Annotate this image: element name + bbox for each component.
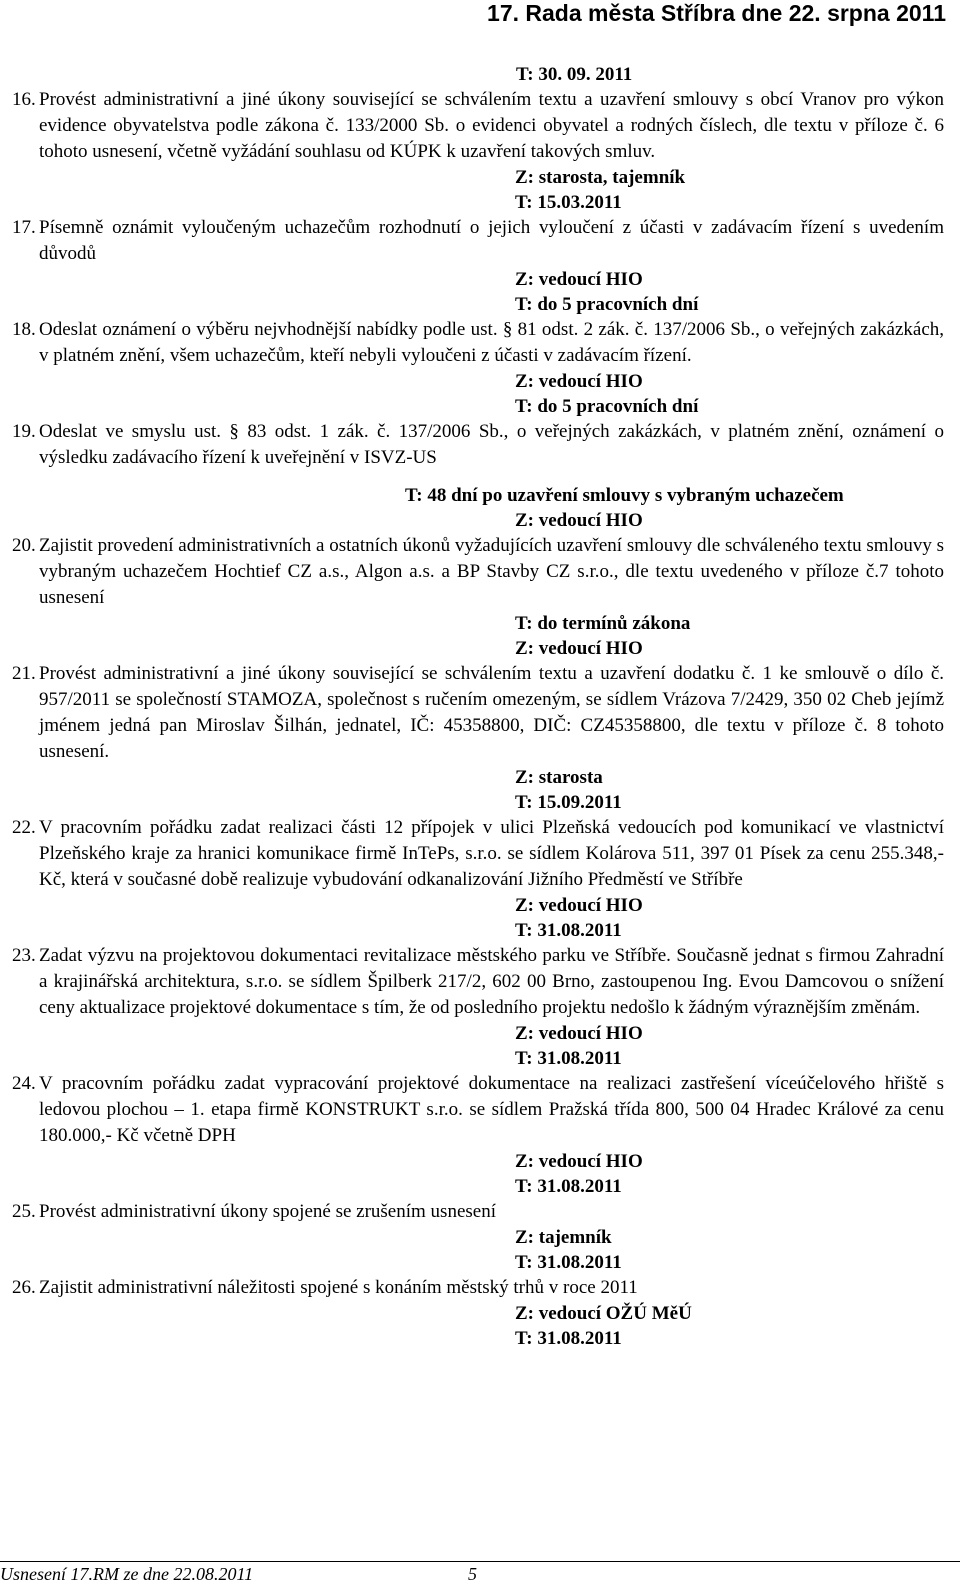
spacer (12, 471, 944, 483)
item-text: Provést administrativní a jiné úkony související se schválením textu a uzavření smlouvy s obcí Vranov pro výkon evidence obyvatelstva podle zákona č. 133/2000 Sb. o evidenci obyvatel a rodných číslech, dle textu v příloze č. 6 tohoto usnesení, včetně vyžádání souhlasu od KÚPK k uzavření takových smluv. (39, 89, 944, 162)
item-deadline: T: do 5 pracovních dní (515, 396, 699, 417)
item-responsible: Z: starosta (515, 767, 603, 788)
item-deadline: T: 15.03.2011 (515, 192, 622, 213)
item-responsible: Z: vedoucí HIO (515, 1151, 643, 1172)
item-responsible: Z: tajemník (515, 1227, 612, 1248)
item-deadline: T: 15.09.2011 (515, 792, 622, 813)
item-deadline: T: do 5 pracovních dní (515, 294, 699, 315)
item-text: Zadat výzvu na projektovou dokumentaci revitalizace městského parku ve Stříbře. Současně jednat s firmou Zahradní a krajinářská architektura, s.r.o. se sídlem Špilberk 217/2, 602 00 Brno, zastoupenou Ing. Evou Damcovou o snížení ceny aktualizace projektové dokumentace s tím, že od posledního projektu nedošlo k žádným výraznějším změnám. (39, 945, 944, 1018)
item-number: 16. (12, 89, 36, 110)
list-item (12, 1199, 944, 1225)
item-number: 26. (12, 1277, 36, 1298)
item-number: 20. (12, 535, 36, 556)
first-term: T: 30. 09. 2011 (516, 64, 633, 85)
item-deadline: T: 31.08.2011 (515, 1048, 622, 1069)
resolution-list (12, 62, 944, 1351)
list-item (12, 815, 944, 893)
item-number: 21. (12, 663, 36, 684)
footer-page-number: 5 (468, 1564, 477, 1584)
page-footer (0, 1561, 960, 1592)
item-responsible: Z: vedoucí HIO (515, 371, 643, 392)
item-responsible: Z: vedoucí HIO (515, 895, 643, 916)
item-text: Provést administrativní a jiné úkony související se schválením textu a uzavření dodatku č. 1 ke smlouvě o dílo č. 957/2011 se společností STAMOZA, společnost s ručením omezeným, se sídlem Vrázova 7/2429, 350 02 Cheb jejímž jménem jedná pan Miroslav Šilhán, jednatel, IČ: 45358800, DIČ: CZ45358800, dle textu v příloze č. 8 tohoto usnesení. (39, 663, 944, 762)
page-header-title: 17. Rada města Stříbra dne 22. srpna 2011 (487, 0, 946, 26)
item-deadline: T: 31.08.2011 (515, 1176, 622, 1197)
item-deadline: T: 31.08.2011 (515, 1328, 622, 1349)
footer-document-name: Usnesení 17.RM ze dne 22.08.2011 (0, 1564, 254, 1584)
item-number: 23. (12, 945, 36, 966)
item-text: Zajistit administrativní náležitosti spojené s konáním městský trhů v roce 2011 (39, 1277, 638, 1298)
item-responsible: Z: vedoucí OŽÚ MěÚ (515, 1303, 692, 1324)
item-number: 19. (12, 421, 36, 442)
item-responsible: Z: vedoucí HIO (515, 269, 643, 290)
list-item (12, 1275, 944, 1301)
item-number: 18. (12, 319, 36, 340)
item-text: V pracovním pořádku zadat realizaci části 12 přípojek v ulici Plzeňská vedoucích pod komunikací ve vlastnictví Plzeňského kraje za hranici komunikace firmě InTePs, s.r.o. se sídlem Kolárova 511, 397 01 Písek za cenu 255.348,- Kč, která v současné době realizuje vybudování odkanalizování Jižního Předměstí ve Stříbře (39, 817, 944, 890)
item-responsible: Z: starosta, tajemník (515, 167, 686, 188)
item-number: 25. (12, 1201, 36, 1222)
list-item (12, 419, 944, 471)
list-item (12, 533, 944, 611)
item-text: Odeslat oznámení o výběru nejvhodnější nabídky podle ust. § 81 odst. 2 zák. č. 137/2006 Sb., o veřejných zakázkách, v platném znění, všem uchazečům, kteří nebyli vyloučeni z účasti v zadávacím řízení. (39, 319, 944, 366)
item-text: Provést administrativní úkony spojené se zrušením usnesení (39, 1201, 496, 1222)
item-deadline: T: 31.08.2011 (515, 920, 622, 941)
item-responsible: Z: vedoucí HIO (515, 638, 643, 659)
item-responsible: Z: vedoucí HIO (515, 1023, 643, 1044)
item-responsible: Z: vedoucí HIO (515, 510, 643, 531)
item-number: 22. (12, 817, 36, 838)
list-item (12, 87, 944, 165)
list-item (12, 661, 944, 765)
item-deadline: T: 31.08.2011 (515, 1252, 622, 1273)
list-item (12, 943, 944, 1021)
item-text: Odeslat ve smyslu ust. § 83 odst. 1 zák. č. 137/2006 Sb., o veřejných zakázkách, v platném znění, oznámení o výsledku zadávacího řízení k uveřejnění v ISVZ-US (39, 421, 944, 468)
list-item (12, 215, 944, 267)
item-text: V pracovním pořádku zadat vypracování projektové dokumentace na realizaci zastřešení víceúčelového hřiště s ledovou plochou – 1. etapa firmě KONSTRUKT s.r.o. se sídlem Pražská třída 800, 500 04 Hradec Králové za cenu 180.000,- Kč včetně DPH (39, 1073, 944, 1146)
item-number: 17. (12, 217, 36, 238)
list-item (12, 317, 944, 369)
item-number: 24. (12, 1073, 36, 1094)
item-deadline: T: 48 dní po uzavření smlouvy s vybraným uchazečem (405, 485, 844, 506)
item-text: Písemně oznámit vyloučeným uchazečům rozhodnutí o jejich vyloučení z účasti v zadávacím řízení s uvedením důvodů (39, 217, 944, 264)
item-text: Zajistit provedení administrativních a ostatních úkonů vyžadujících uzavření smlouvy dle schváleného textu smlouvy s vybraným uchazečem Hochtief CZ a.s., Algon a.s. a BP Stavby CZ s.r.o., dle textu uvedeného v příloze č.7 tohoto usnesení (39, 535, 944, 608)
list-item (12, 1071, 944, 1149)
item-deadline: T: do termínů zákona (515, 613, 691, 634)
